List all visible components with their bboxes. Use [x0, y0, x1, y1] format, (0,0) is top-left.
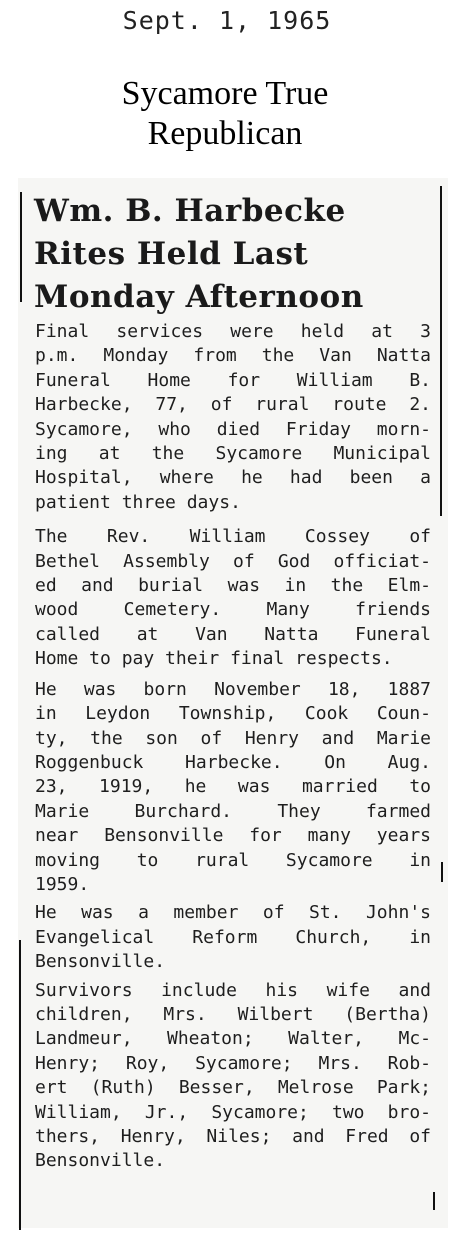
article-line: Bensonville. — [35, 951, 166, 973]
newspaper-name: Sycamore True Republican — [121, 75, 329, 152]
article-line: 1959. — [35, 873, 90, 895]
article-line: Harbecke, 77, of rural route 2. — [35, 394, 431, 416]
article-line: called at Van Natta Funeral — [35, 623, 431, 645]
article-line: Hospital, where he had been a — [35, 467, 431, 489]
article-line: thers, Henry, Niles; and Fred of — [35, 1126, 431, 1147]
headline-line: Rites Held Last — [34, 236, 309, 272]
article-line: near Bensonville for many years — [35, 825, 431, 847]
paragraph-survivors — [35, 979, 431, 1174]
article-line: moving to rural Sycamore in — [35, 849, 431, 871]
clipping-left-edge — [20, 192, 22, 302]
article-line: 23, 1919, he was married to — [35, 776, 431, 798]
clipping-left-edge — [19, 940, 21, 1230]
clipping-right-edge — [433, 1192, 435, 1210]
article-line: Survivors include his wife and — [35, 979, 431, 1001]
article-line: Evangelical Reform Church, in — [35, 926, 431, 948]
article-line: ed and burial was in the Elm- — [35, 575, 431, 597]
article-line: children, Mrs. Wilbert (Bertha) — [35, 1003, 431, 1025]
article-line: Funeral Home for William B. — [35, 369, 431, 391]
article-line: p.m. Monday from the Van Natta — [35, 345, 431, 367]
headline — [34, 190, 430, 319]
paragraph-biography — [35, 678, 431, 898]
article-line: He was a member of St. John's — [35, 902, 431, 924]
article-line: ert (Ruth) Besser, Melrose Park; — [35, 1077, 431, 1099]
article-line: Bethel Assembly of God officiat- — [35, 550, 431, 572]
article-line: in Leydon Township, Cook Coun- — [35, 703, 431, 725]
clipping-right-edge — [440, 186, 442, 516]
article-line: Home to pay their final respects. — [35, 648, 393, 670]
article-line: Marie Burchard. They farmed — [35, 800, 431, 822]
article-line: Roggenbuck Harbecke. On Aug. — [35, 751, 431, 773]
article-line: He was born November 18, 1887 — [35, 678, 431, 700]
article-line: Henry; Roy, Sycamore; Mrs. Rob- — [35, 1052, 431, 1074]
article-body — [35, 320, 431, 1174]
article-line: Bensonville. — [35, 1150, 166, 1172]
article-line: ing at the Sycamore Municipal — [35, 443, 431, 465]
article-line: Final services were held at 3 — [35, 321, 431, 342]
clipping-date: Sept. 1, 1965 — [122, 6, 332, 35]
headline-line: Wm. B. Harbecke — [34, 193, 346, 229]
article-line: wood Cemetery. Many friends — [35, 599, 431, 621]
paragraph-church — [35, 901, 431, 974]
article-line: Sycamore, who died Friday morn- — [35, 418, 431, 440]
article-line: Landmeur, Wheaton; Walter, Mc- — [35, 1028, 431, 1050]
article-line: William, Jr., Sycamore; two bro- — [35, 1101, 431, 1123]
paragraph-burial — [35, 525, 431, 671]
paragraph-services — [35, 320, 431, 515]
headline-line: Monday Afternoon — [34, 279, 364, 315]
article-line: ty, the son of Henry and Marie — [35, 727, 431, 749]
article-line: patient three days. — [35, 491, 241, 513]
article-line: The Rev. William Cossey of — [35, 526, 431, 548]
clipping-right-edge — [441, 862, 443, 882]
